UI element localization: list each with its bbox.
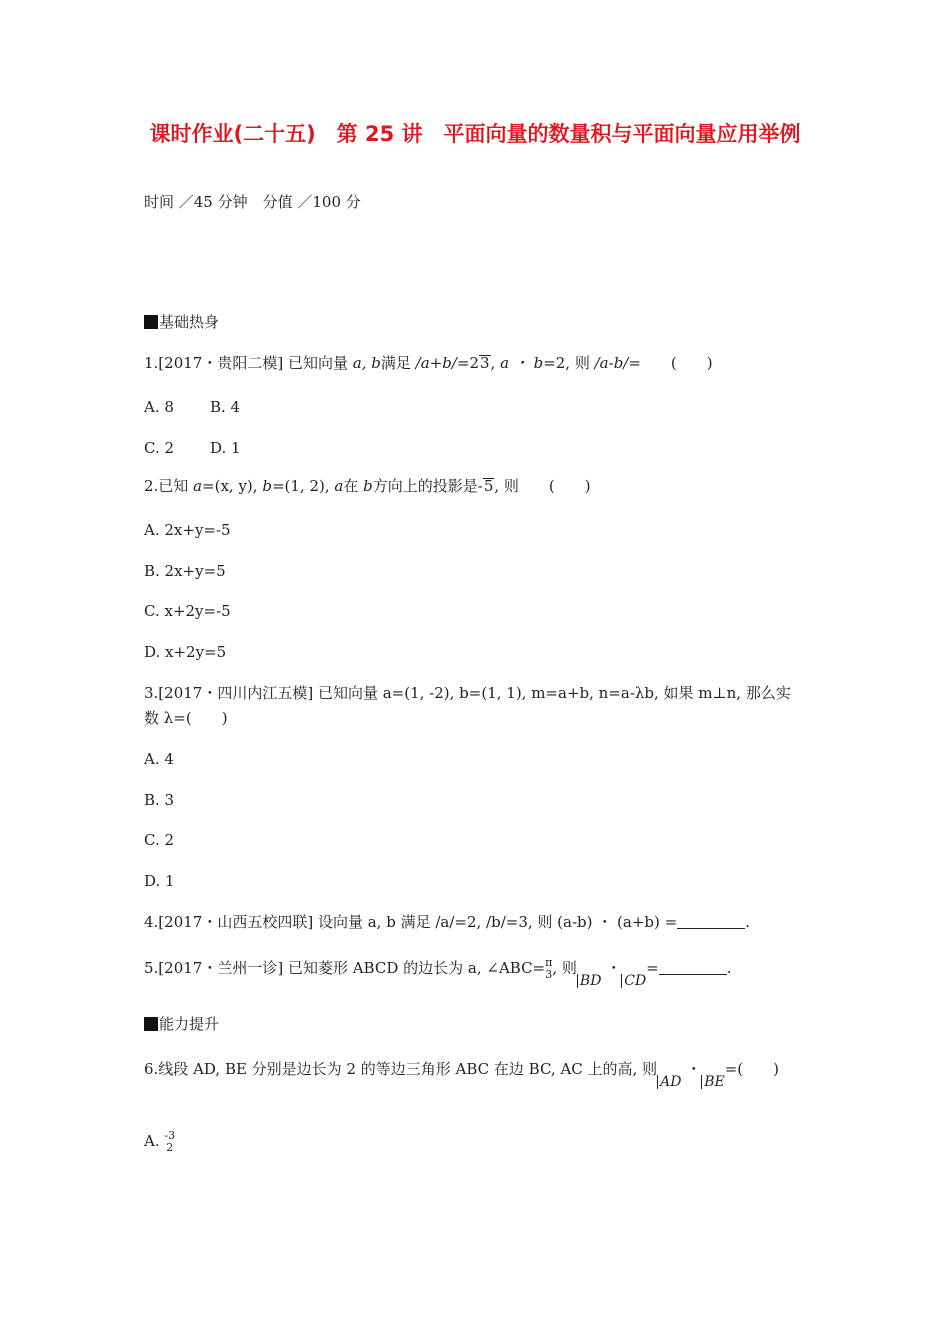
q6-vector-be: BE: [701, 1075, 725, 1089]
q2-sqrt5: 5: [483, 477, 494, 495]
q2-stem: 2.已知: [144, 477, 189, 495]
q1-dot: a ・ b: [500, 354, 544, 372]
q6-frac-num: -3: [164, 1129, 176, 1142]
q1-abs-diff: /a-b/: [594, 354, 629, 372]
q1-stem-d: =2, 则: [543, 354, 590, 372]
section-basic-label: 基础热身: [159, 313, 220, 331]
q5-dot: ・: [606, 959, 622, 977]
q4-stem: 4.[2017・山西五校四联] 设向量 a, b 满足 /a/=2, /b/=3, 则 (a-b) ・ (a+b) =: [144, 913, 678, 931]
q1-stem: 1.[2017・贵阳二模] 已知向量: [144, 354, 348, 372]
q6-vector-ad: AD: [657, 1075, 681, 1089]
q6-stem-b: =( ): [724, 1060, 780, 1078]
q2-vec-b: b: [262, 477, 272, 495]
q5-vector-cd: CD: [621, 974, 646, 988]
q3-option-c: C. 2: [144, 831, 175, 849]
q2-option-a: A. 2x+y=-5: [144, 521, 231, 539]
q2-option-b: B. 2x+y=5: [144, 562, 226, 580]
q5-frac-num: π: [545, 956, 553, 969]
time-score-meta: 时间 ／45 分钟 分值 ／100 分: [144, 193, 361, 211]
question-3-line-1: 3.[2017・四川内江五模] 已知向量 a=(1, -2), b=(1, 1), m=a+b, n=a-λb, 如果 m⊥n, 那么实: [144, 684, 791, 702]
q1-option-d: D. 1: [210, 439, 241, 457]
section-marker-icon: [144, 1017, 158, 1031]
question-5: [144, 957, 732, 988]
q2-vec-a: a: [193, 477, 203, 495]
q6-stem: 6.线段 AD, BE 分别是边长为 2 的等边三角形 ABC 在边 BC, AC 上的高, 则: [144, 1060, 658, 1078]
section-advanced-label: 能力提升: [159, 1015, 220, 1033]
q1-abs-sum: /a+b/: [415, 354, 457, 372]
q3-option-d: D. 1: [144, 872, 175, 890]
question-4: [144, 912, 750, 932]
q5-stem-c: =: [646, 959, 659, 977]
q5-stem: 5.[2017・兰州一诊] 已知菱形 ABCD 的边长为 a, ∠ABC=: [144, 959, 546, 977]
q2-vec-b2: b: [363, 477, 373, 495]
q5-end: .: [726, 959, 732, 977]
question-3-line-2: 数 λ=( ): [144, 709, 228, 727]
q1-option-b: B. 4: [210, 398, 241, 416]
q2-option-d: D. x+2y=5: [144, 643, 227, 661]
q5-frac-den: 3: [545, 968, 553, 981]
q2-vec-a2: a: [334, 477, 344, 495]
q1-stem-e: = ( ): [628, 354, 713, 372]
q6-frac-den: 2: [166, 1141, 174, 1154]
section-advanced: [144, 1014, 219, 1034]
section-basic: [144, 312, 219, 332]
q5-answer-blank: [659, 960, 727, 975]
page-title: 课时作业(二十五) 第 25 讲 平面向量的数量积与平面向量应用举例: [149, 122, 801, 146]
q2-stem-c: =(1, 2),: [271, 477, 330, 495]
q2-stem-b: =(x, y),: [202, 477, 258, 495]
q3-option-b: B. 3: [144, 791, 175, 809]
q1-stem-c: =2: [456, 354, 479, 372]
q2-option-c: C. x+2y=-5: [144, 602, 231, 620]
q5-stem-b: , 则: [552, 959, 577, 977]
q1-sqrt3: 3: [480, 354, 490, 372]
q2-stem-d: 在: [343, 477, 359, 495]
q6-option-a-label: A.: [144, 1132, 160, 1150]
q1-vec-ab: a, b: [352, 354, 381, 372]
q6-option-a-fraction: [164, 1130, 175, 1154]
q4-end: .: [745, 913, 750, 931]
q4-answer-blank: [677, 914, 745, 929]
q5-vector-bd: BD: [577, 974, 602, 988]
q3-option-a: A. 4: [144, 750, 174, 768]
q1-stem-b: 满足: [380, 354, 411, 372]
question-6: [144, 1059, 779, 1089]
q6-option-a: [144, 1130, 175, 1154]
q1-option-a: A. 8: [144, 398, 174, 416]
section-marker-icon: [144, 315, 158, 329]
q2-stem-f: , 则 ( ): [494, 477, 591, 495]
q6-dot: ・: [686, 1060, 702, 1078]
q1-option-c: C. 2: [144, 439, 175, 457]
question-2: [144, 476, 591, 496]
question-1: 1.[2017・贵阳二模] 已知向量 a, b满足 /a+b/=23, a ・ b=2, 则 /a-b/= ( ): [144, 354, 713, 372]
q2-stem-e: 方向上的投影是-: [372, 477, 483, 495]
